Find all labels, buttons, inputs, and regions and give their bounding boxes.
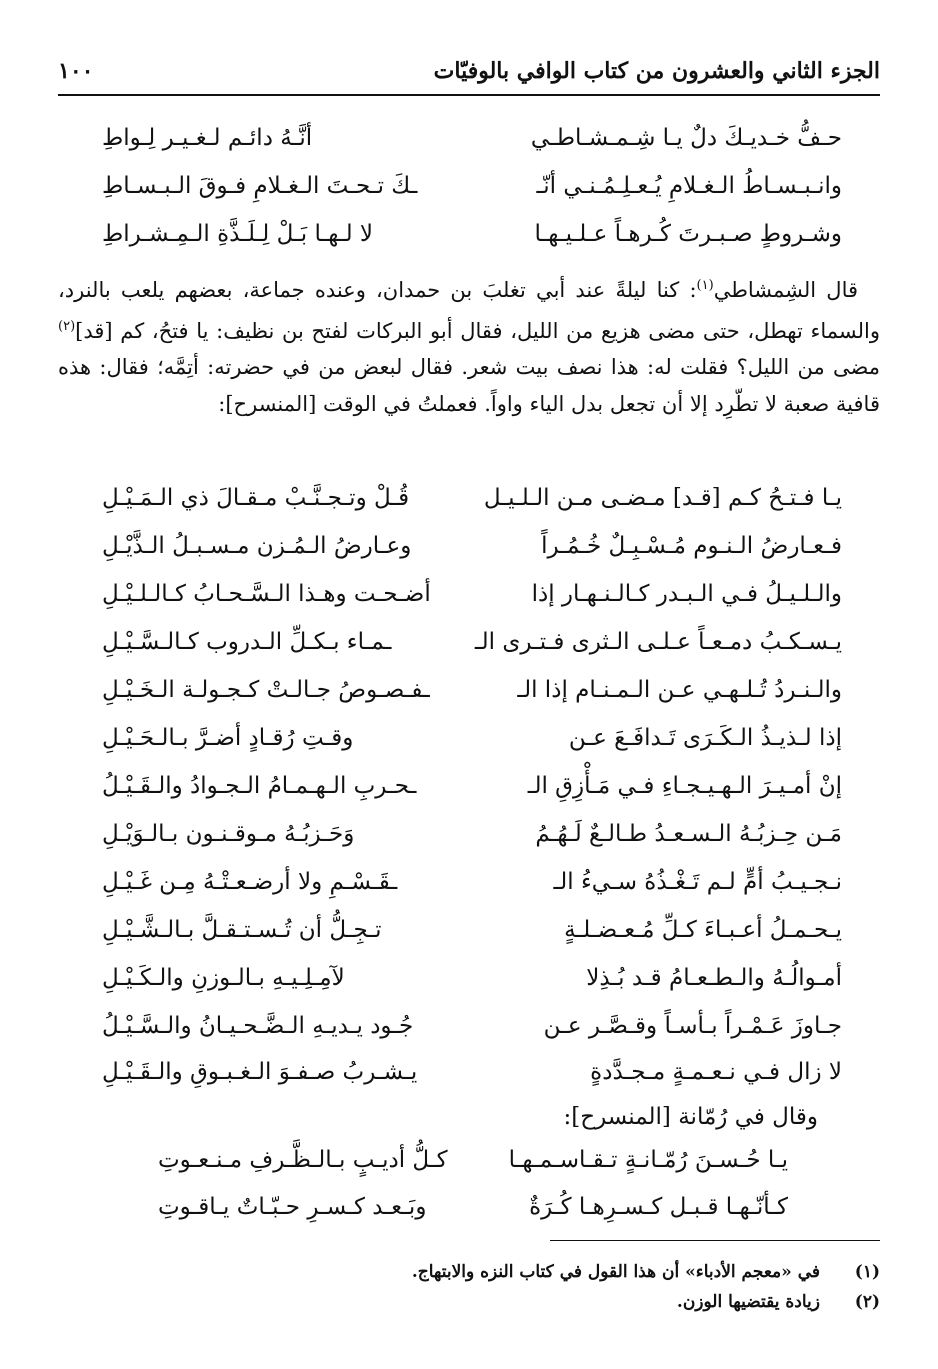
verse xyxy=(58,668,880,712)
page-number: ١٠٠ xyxy=(58,58,94,84)
verse-second-hemistich: تـجِـلُّ أن تُـسـتـقـلَّ بـالـشَّـيْـلِ xyxy=(102,917,382,943)
verse-first-hemistich: كـأنّـهـا قـبـل كـسـرِهـا كُـرَةٌ xyxy=(529,1194,788,1220)
verse xyxy=(58,1185,880,1229)
verse xyxy=(58,908,880,952)
verse xyxy=(58,572,880,616)
verse xyxy=(58,956,880,1000)
verse xyxy=(58,716,880,760)
verse-first-hemistich: يـحـمـلُ أعـبـاءَ كـلِّ مُـعـضـلـةٍ xyxy=(564,917,842,943)
verse xyxy=(58,1138,880,1182)
verse-second-hemistich: يـشـربُ صـفـوَ الـغـبـوقِ والـقَـيْـلِ xyxy=(102,1059,418,1085)
footnote-rule xyxy=(550,1240,880,1241)
verse-second-hemistich: أضـحـت وهـذا الـسَّـحـابُ كـالـلـيْـلِ xyxy=(102,581,431,607)
footnote xyxy=(58,1288,880,1316)
prose-author: قال الشِمشاطي xyxy=(713,278,859,302)
verse xyxy=(58,212,880,256)
verse-second-hemistich: وعـارضُ الـمُـزن مـسـبـلُ الـذَّيْـلِ xyxy=(102,533,412,559)
verse-first-hemistich: إنْ أمـيـرَ الـهـيـجـاءِ فـي مَـأْزِقِ الـ xyxy=(527,773,842,799)
verse-first-hemistich: يـا فـتـحُ كـم [قـد] مـضـى مـن الـلـيـل xyxy=(483,485,842,511)
verse-first-hemistich: فـعـارضُ الـنـوم مُـسْـبِـلٌ خُـمُـراً xyxy=(541,533,842,559)
verse xyxy=(58,620,880,664)
verse-second-hemistich: وقـتِ رُقـادٍ أضـرَّ بـالـحَـيْـلِ xyxy=(102,725,354,751)
verse xyxy=(58,164,880,208)
verse xyxy=(58,812,880,856)
verse-second-hemistich: جُـود يـديـهِ الـضَّـحـيـانُ والـسَّـيْـلُ xyxy=(102,1013,414,1039)
verse-second-hemistich: أنَّـهُ دائـم لـغـيـر لِـواطِ xyxy=(102,125,313,151)
verse-first-hemistich: جـاوزَ عَـمْـراً بـأسـاً وقـصَّـر عـن xyxy=(543,1013,842,1039)
verse-first-hemistich: يـسـكـبُ دمـعـاً عـلـى الـثرى فـتـرى الـ xyxy=(474,629,842,655)
footnote-ref-2[interactable]: (٢) xyxy=(58,318,76,334)
verse-second-hemistich: لآمِـلِـيـهِ بـالـوزنِ والـكَـيْـلِ xyxy=(102,965,345,991)
footnote xyxy=(58,1258,880,1286)
footnote-number: (٢) xyxy=(854,1292,880,1312)
footnote-text: زيادة يقتضيها الوزن. xyxy=(676,1292,820,1312)
verse-first-hemistich: والـنـردُ تُـلـهـي عـن الـمـنـام إذا الـ xyxy=(517,677,842,703)
verse-first-hemistich: يـا حُـسـنَ رُمّـانـةٍ تـقـاسـمـهـا xyxy=(508,1147,788,1173)
verse-first-hemistich: وانـبـسـاطُ الـغـلامِ يُـعـلِـمُـنـي أنّـ xyxy=(536,173,842,199)
verse xyxy=(58,476,880,520)
verse-second-hemistich: لا لـهـا بَـلْ لِـلَـذَّةِ الـمِـشـراطِ xyxy=(102,221,374,247)
verse-first-hemistich: أمـوالُـهُ والـطـعـامُ قـد بُـذِلا xyxy=(586,965,842,991)
verse-first-hemistich: وشـروطٍ صـبـرتَ كُـرهـاً عـلـيـهـا xyxy=(534,221,842,247)
verse-second-hemistich: ـفـصـوصُ جـالـتْ كـجـولـة الـخَـيْـلِ xyxy=(102,677,430,703)
prose-text-b: مضى من الليل؟ فقلت له: هذا نصف بيت شعر. فقال لبعض من في حضرته: أتِمَّه؛ فقال: هذه قافية صعبة لا تطّرِد إلا أن تجعل بدل الياء واواً. فعملتُ في الوقت [المنسرح]: xyxy=(58,355,880,416)
prose-paragraph xyxy=(58,268,880,422)
prose-text-a: : كنا ليلةً عند أبي تغلبَ بن حمدان، وعنده جماعة، بعضهم يلعب بالنرد، والسماء تهطل، حتى مضى هزيع من الليل، فقال أبو البركات لفتح بن نظيف: يا فتحُ، كم [قد] xyxy=(58,278,880,343)
verse-first-hemistich: لا زال فـي نـعـمـةٍ مـجـدَّدةٍ xyxy=(590,1059,842,1085)
verse-first-hemistich: نـجـيـبُ أمٍّ لـم تَـغْـذُهُ سـيءُ الـ xyxy=(553,869,842,895)
poem-intro: وقال في رُمّانة [المنسرح]: xyxy=(563,1104,818,1130)
running-title: الجزء الثاني والعشرون من كتاب الوافي بالوفيّات xyxy=(433,58,880,84)
verse-first-hemistich: إذا لـذيـذُ الـكَـرَى تَـدافَـعَ عـن xyxy=(568,725,842,751)
verse-first-hemistich: مَـن حِـزبُـهُ الـسـعـدُ طـالـعٌ لَـهُـمُ xyxy=(535,821,842,847)
verse xyxy=(58,860,880,904)
verse-first-hemistich: والـلـيـلُ فـي الـبـدر كـالـنـهـار إذا xyxy=(531,581,842,607)
footnote-number: (١) xyxy=(854,1262,880,1282)
verse-second-hemistich: قُـلْ وتـجـنَّـبْ مـقـالَ ذي الـمَـيْـلِ xyxy=(102,485,410,511)
verse-second-hemistich: وبَـعـد كـسـرِ حـبّـاتٌ يـاقـوتِ xyxy=(158,1194,427,1220)
verse xyxy=(58,116,880,160)
running-header xyxy=(58,54,880,94)
verse xyxy=(58,764,880,808)
verse xyxy=(58,524,880,568)
verse-second-hemistich: ـقَـسْـمِ ولا أرضـعـتْـهُ مِـن غَـيْـلِ xyxy=(102,869,398,895)
verse-first-hemistich: حـفُّ خـديـكَ دلٌ يـا شِـمـشـاطـي xyxy=(530,125,842,151)
footnote-text: في «معجم الأدباء» أن هذا القول في كتاب النزه والابتهاج. xyxy=(411,1262,820,1282)
verse-second-hemistich: كـلُّ أديـبٍ بـالـظَّـرفِ مـنـعـوتِ xyxy=(158,1147,448,1173)
verse xyxy=(58,1004,880,1048)
verse xyxy=(58,1050,880,1094)
verse-second-hemistich: ـمـاء بـكـلِّ الـدروب كـالـسَّـيْـلِ xyxy=(102,629,392,655)
header-rule xyxy=(58,94,880,96)
verse-second-hemistich: وَحَـزبُـهُ مـوقـنـون بـالـوَيْـلِ xyxy=(102,821,355,847)
verse-second-hemistich: ـكَ تـحـتَ الـغـلامِ فـوقَ الـبـسـاطِ xyxy=(102,173,418,199)
footnote-ref-1[interactable]: (١) xyxy=(696,278,714,293)
verse-second-hemistich: ـحـربِ الـهـمـامُ الـجـوادُ والـقَـيْـلُ xyxy=(102,773,417,799)
